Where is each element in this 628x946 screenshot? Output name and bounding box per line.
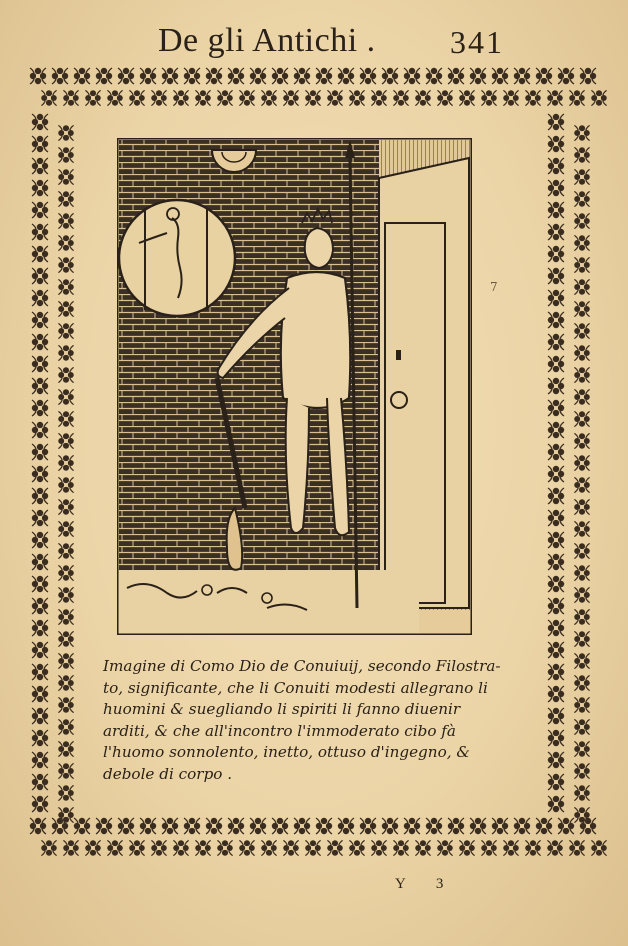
fleuron-ornament bbox=[574, 345, 590, 361]
fleuron-ornament bbox=[96, 818, 112, 834]
fleuron-ornament bbox=[228, 818, 244, 834]
fleuron-ornament bbox=[574, 719, 590, 735]
fleuron-ornament bbox=[107, 90, 123, 106]
fleuron-ornament bbox=[58, 455, 74, 471]
fleuron-ornament bbox=[32, 598, 48, 614]
fleuron-ornament bbox=[360, 68, 376, 84]
fleuron-ornament bbox=[525, 90, 541, 106]
fleuron-ornament bbox=[85, 840, 101, 856]
fleuron-ornament bbox=[574, 367, 590, 383]
fleuron-ornament bbox=[63, 90, 79, 106]
fleuron-ornament bbox=[569, 90, 585, 106]
fleuron-ornament bbox=[162, 818, 178, 834]
fleuron-ornament bbox=[470, 68, 486, 84]
fleuron-ornament bbox=[591, 840, 607, 856]
caption-line: arditi, & che all'incontro l'immoderato cibo fà bbox=[103, 721, 456, 740]
fleuron-ornament bbox=[338, 68, 354, 84]
fleuron-ornament bbox=[58, 323, 74, 339]
fleuron-ornament bbox=[32, 554, 48, 570]
fleuron-ornament bbox=[591, 90, 607, 106]
fleuron-ornament bbox=[558, 818, 574, 834]
fleuron-ornament bbox=[574, 169, 590, 185]
fleuron-ornament bbox=[492, 818, 508, 834]
fleuron-ornament bbox=[41, 90, 57, 106]
fleuron-ornament bbox=[360, 818, 376, 834]
fleuron-ornament bbox=[404, 68, 420, 84]
fleuron-ornament bbox=[437, 90, 453, 106]
fleuron-ornament bbox=[261, 90, 277, 106]
fleuron-ornament bbox=[574, 697, 590, 713]
signature-letter: Y bbox=[395, 876, 406, 892]
fleuron-ornament bbox=[32, 224, 48, 240]
fleuron-ornament bbox=[58, 411, 74, 427]
fleuron-ornament bbox=[74, 818, 90, 834]
fleuron-ornament bbox=[58, 653, 74, 669]
fleuron-ornament bbox=[32, 290, 48, 306]
fleuron-ornament bbox=[58, 631, 74, 647]
fleuron-ornament bbox=[30, 818, 46, 834]
fleuron-ornament bbox=[574, 147, 590, 163]
fleuron-ornament bbox=[558, 68, 574, 84]
fleuron-ornament bbox=[32, 620, 48, 636]
fleuron-ornament bbox=[548, 752, 564, 768]
fleuron-ornament bbox=[503, 90, 519, 106]
fleuron-ornament bbox=[349, 90, 365, 106]
fleuron-ornament bbox=[547, 90, 563, 106]
fleuron-ornament bbox=[574, 433, 590, 449]
fleuron-ornament bbox=[574, 543, 590, 559]
fleuron-ornament bbox=[58, 169, 74, 185]
fleuron-ornament bbox=[470, 818, 486, 834]
fleuron-ornament bbox=[338, 818, 354, 834]
caption bbox=[103, 656, 523, 785]
fleuron-ornament bbox=[574, 257, 590, 273]
fleuron-ornament bbox=[574, 631, 590, 647]
fleuron-ornament bbox=[58, 675, 74, 691]
fleuron-ornament bbox=[574, 521, 590, 537]
fleuron-ornament bbox=[173, 90, 189, 106]
fleuron-ornament bbox=[548, 136, 564, 152]
fleuron-ornament bbox=[294, 68, 310, 84]
fleuron-ornament bbox=[547, 840, 563, 856]
fleuron-ornament bbox=[58, 367, 74, 383]
caption-line: l'huomo sonnolento, inetto, ottuso d'ingegno, & bbox=[103, 743, 470, 761]
fleuron-ornament bbox=[574, 565, 590, 581]
fleuron-ornament bbox=[548, 576, 564, 592]
fleuron-ornament bbox=[316, 818, 332, 834]
fleuron-ornament bbox=[32, 576, 48, 592]
fleuron-ornament bbox=[448, 818, 464, 834]
fleuron-ornament bbox=[393, 90, 409, 106]
fleuron-ornament bbox=[85, 90, 101, 106]
fleuron-ornament bbox=[173, 840, 189, 856]
woodcut-illustration bbox=[117, 138, 472, 635]
fleuron-ornament bbox=[481, 840, 497, 856]
fleuron-ornament bbox=[548, 554, 564, 570]
fleuron-ornament bbox=[195, 90, 211, 106]
fleuron-ornament bbox=[58, 719, 74, 735]
fleuron-ornament bbox=[184, 68, 200, 84]
fleuron-ornament bbox=[63, 840, 79, 856]
fleuron-ornament bbox=[272, 68, 288, 84]
caption-line: to, significante, che li Conuiti modesti allegrano li bbox=[103, 678, 488, 697]
margin-mark: 7 bbox=[490, 280, 498, 294]
fleuron-ornament bbox=[58, 565, 74, 581]
fleuron-ornament bbox=[58, 235, 74, 251]
fleuron-ornament bbox=[316, 68, 332, 84]
fleuron-ornament bbox=[217, 90, 233, 106]
fleuron-ornament bbox=[32, 422, 48, 438]
fleuron-ornament bbox=[548, 774, 564, 790]
fleuron-ornament bbox=[58, 125, 74, 141]
fleuron-ornament bbox=[32, 378, 48, 394]
fleuron-ornament bbox=[548, 246, 564, 262]
fleuron-ornament bbox=[548, 290, 564, 306]
fleuron-ornament bbox=[32, 334, 48, 350]
fleuron-ornament bbox=[548, 224, 564, 240]
fleuron-ornament bbox=[107, 840, 123, 856]
fleuron-ornament bbox=[129, 840, 145, 856]
fleuron-ornament bbox=[327, 840, 343, 856]
fleuron-ornament bbox=[32, 488, 48, 504]
fleuron-ornament bbox=[548, 796, 564, 812]
fleuron-ornament bbox=[118, 68, 134, 84]
fleuron-ornament bbox=[30, 68, 46, 84]
fleuron-ornament bbox=[503, 840, 519, 856]
fleuron-ornament bbox=[58, 279, 74, 295]
fleuron-ornament bbox=[294, 818, 310, 834]
fleuron-ornament bbox=[574, 455, 590, 471]
fleuron-ornament bbox=[283, 90, 299, 106]
fleuron-ornament bbox=[58, 477, 74, 493]
fleuron-ornament bbox=[32, 532, 48, 548]
fleuron-ornament bbox=[140, 68, 156, 84]
fleuron-ornament bbox=[283, 840, 299, 856]
fleuron-ornament bbox=[404, 818, 420, 834]
fleuron-ornament bbox=[574, 675, 590, 691]
fleuron-ornament bbox=[58, 587, 74, 603]
fleuron-ornament bbox=[74, 68, 90, 84]
fleuron-ornament bbox=[574, 499, 590, 515]
fleuron-ornament bbox=[548, 334, 564, 350]
fleuron-ornament bbox=[548, 114, 564, 130]
fleuron-ornament bbox=[492, 68, 508, 84]
fleuron-ornament bbox=[32, 510, 48, 526]
fleuron-ornament bbox=[574, 235, 590, 251]
fleuron-ornament bbox=[514, 68, 530, 84]
fleuron-ornament bbox=[58, 257, 74, 273]
fleuron-ornament bbox=[371, 90, 387, 106]
fleuron-ornament bbox=[206, 68, 222, 84]
fleuron-ornament bbox=[548, 664, 564, 680]
fleuron-ornament bbox=[574, 763, 590, 779]
fleuron-ornament bbox=[574, 477, 590, 493]
fleuron-ornament bbox=[206, 818, 222, 834]
fleuron-ornament bbox=[548, 532, 564, 548]
fleuron-ornament bbox=[574, 213, 590, 229]
fleuron-ornament bbox=[32, 664, 48, 680]
fleuron-ornament bbox=[140, 818, 156, 834]
fleuron-ornament bbox=[32, 202, 48, 218]
fleuron-ornament bbox=[393, 840, 409, 856]
fleuron-ornament bbox=[32, 114, 48, 130]
fleuron-ornament bbox=[426, 818, 442, 834]
fleuron-ornament bbox=[58, 785, 74, 801]
fleuron-ornament bbox=[574, 125, 590, 141]
fleuron-ornament bbox=[574, 653, 590, 669]
fleuron-ornament bbox=[448, 68, 464, 84]
fleuron-ornament bbox=[217, 840, 233, 856]
fleuron-ornament bbox=[58, 697, 74, 713]
fleuron-ornament bbox=[151, 90, 167, 106]
fleuron-ornament bbox=[32, 686, 48, 702]
fleuron-ornament bbox=[32, 356, 48, 372]
fleuron-ornament bbox=[574, 785, 590, 801]
fleuron-ornament bbox=[58, 741, 74, 757]
fleuron-ornament bbox=[514, 818, 530, 834]
fleuron-ornament bbox=[96, 68, 112, 84]
fleuron-ornament bbox=[349, 840, 365, 856]
fleuron-ornament bbox=[548, 400, 564, 416]
fleuron-ornament bbox=[548, 708, 564, 724]
fleuron-ornament bbox=[272, 818, 288, 834]
fleuron-ornament bbox=[548, 466, 564, 482]
fleuron-ornament bbox=[32, 400, 48, 416]
fleuron-ornament bbox=[32, 268, 48, 284]
fleuron-ornament bbox=[58, 609, 74, 625]
signature-mark bbox=[395, 876, 473, 893]
fleuron-ornament bbox=[371, 840, 387, 856]
fleuron-ornament bbox=[548, 686, 564, 702]
fleuron-ornament bbox=[574, 411, 590, 427]
fleuron-ornament bbox=[250, 818, 266, 834]
fleuron-ornament bbox=[32, 158, 48, 174]
fleuron-ornament bbox=[32, 708, 48, 724]
fleuron-ornament bbox=[58, 521, 74, 537]
fleuron-ornament bbox=[415, 840, 431, 856]
fleuron-ornament bbox=[151, 840, 167, 856]
fleuron-ornament bbox=[548, 378, 564, 394]
caption-line: Imagine di Como Dio de Conuiuij, secondo Filostra- bbox=[103, 657, 501, 675]
fleuron-ornament bbox=[58, 433, 74, 449]
fleuron-ornament bbox=[32, 180, 48, 196]
fleuron-ornament bbox=[548, 312, 564, 328]
fleuron-ornament bbox=[574, 807, 590, 823]
fleuron-ornament bbox=[58, 301, 74, 317]
fleuron-ornament bbox=[32, 642, 48, 658]
fleuron-ornament bbox=[536, 68, 552, 84]
fleuron-ornament bbox=[426, 68, 442, 84]
fleuron-ornament bbox=[574, 587, 590, 603]
fleuron-ornament bbox=[525, 840, 541, 856]
fleuron-ornament bbox=[58, 763, 74, 779]
fleuron-ornament bbox=[305, 840, 321, 856]
fleuron-ornament bbox=[32, 246, 48, 262]
fleuron-ornament bbox=[58, 807, 74, 823]
fleuron-ornament bbox=[536, 818, 552, 834]
fleuron-ornament bbox=[32, 444, 48, 460]
caption-line: huomini & suegliando li spiriti li fanno diuenir bbox=[103, 700, 461, 718]
fleuron-ornament bbox=[58, 191, 74, 207]
fleuron-ornament bbox=[32, 796, 48, 812]
running-head-title: De gli Antichi . bbox=[158, 22, 376, 59]
fleuron-ornament bbox=[58, 389, 74, 405]
fleuron-ornament bbox=[250, 68, 266, 84]
fleuron-ornament bbox=[548, 158, 564, 174]
fleuron-ornament bbox=[548, 730, 564, 746]
fleuron-ornament bbox=[58, 499, 74, 515]
fleuron-ornament bbox=[574, 389, 590, 405]
fleuron-ornament bbox=[58, 213, 74, 229]
fleuron-ornament bbox=[548, 598, 564, 614]
fleuron-ornament bbox=[52, 68, 68, 84]
fleuron-ornament bbox=[327, 90, 343, 106]
fleuron-ornament bbox=[58, 345, 74, 361]
fleuron-ornament bbox=[548, 620, 564, 636]
fleuron-ornament bbox=[129, 90, 145, 106]
page-number: 341 bbox=[450, 24, 504, 60]
fleuron-ornament bbox=[548, 510, 564, 526]
fleuron-ornament bbox=[548, 268, 564, 284]
caption-line: debole di corpo . bbox=[103, 764, 233, 783]
fleuron-ornament bbox=[261, 840, 277, 856]
signature-number: 3 bbox=[435, 876, 444, 892]
fleuron-ornament bbox=[459, 90, 475, 106]
fleuron-ornament bbox=[382, 818, 398, 834]
fleuron-ornament bbox=[32, 312, 48, 328]
fleuron-ornament bbox=[32, 730, 48, 746]
fleuron-ornament bbox=[32, 136, 48, 152]
fleuron-ornament bbox=[459, 840, 475, 856]
fleuron-ornament bbox=[574, 301, 590, 317]
fleuron-ornament bbox=[548, 444, 564, 460]
fleuron-ornament bbox=[569, 840, 585, 856]
fleuron-ornament bbox=[195, 840, 211, 856]
fleuron-ornament bbox=[228, 68, 244, 84]
fleuron-ornament bbox=[162, 68, 178, 84]
fleuron-ornament bbox=[58, 543, 74, 559]
fleuron-ornament bbox=[548, 202, 564, 218]
fleuron-ornament bbox=[382, 68, 398, 84]
fleuron-ornament bbox=[574, 609, 590, 625]
fleuron-ornament bbox=[239, 840, 255, 856]
fleuron-ornament bbox=[415, 90, 431, 106]
fleuron-ornament bbox=[548, 180, 564, 196]
fleuron-ornament bbox=[548, 422, 564, 438]
fleuron-ornament bbox=[548, 488, 564, 504]
fleuron-ornament bbox=[32, 774, 48, 790]
fleuron-ornament bbox=[239, 90, 255, 106]
fleuron-ornament bbox=[574, 191, 590, 207]
fleuron-ornament bbox=[305, 90, 321, 106]
fleuron-ornament bbox=[32, 752, 48, 768]
fleuron-ornament bbox=[580, 68, 596, 84]
fleuron-ornament bbox=[574, 279, 590, 295]
fleuron-ornament bbox=[118, 818, 134, 834]
fleuron-ornament bbox=[437, 840, 453, 856]
fleuron-ornament bbox=[32, 466, 48, 482]
fleuron-ornament bbox=[574, 741, 590, 757]
fleuron-ornament bbox=[548, 356, 564, 372]
fleuron-ornament bbox=[548, 642, 564, 658]
fleuron-ornament bbox=[574, 323, 590, 339]
fleuron-ornament bbox=[58, 147, 74, 163]
fleuron-ornament bbox=[481, 90, 497, 106]
fleuron-ornament bbox=[184, 818, 200, 834]
fleuron-ornament bbox=[41, 840, 57, 856]
